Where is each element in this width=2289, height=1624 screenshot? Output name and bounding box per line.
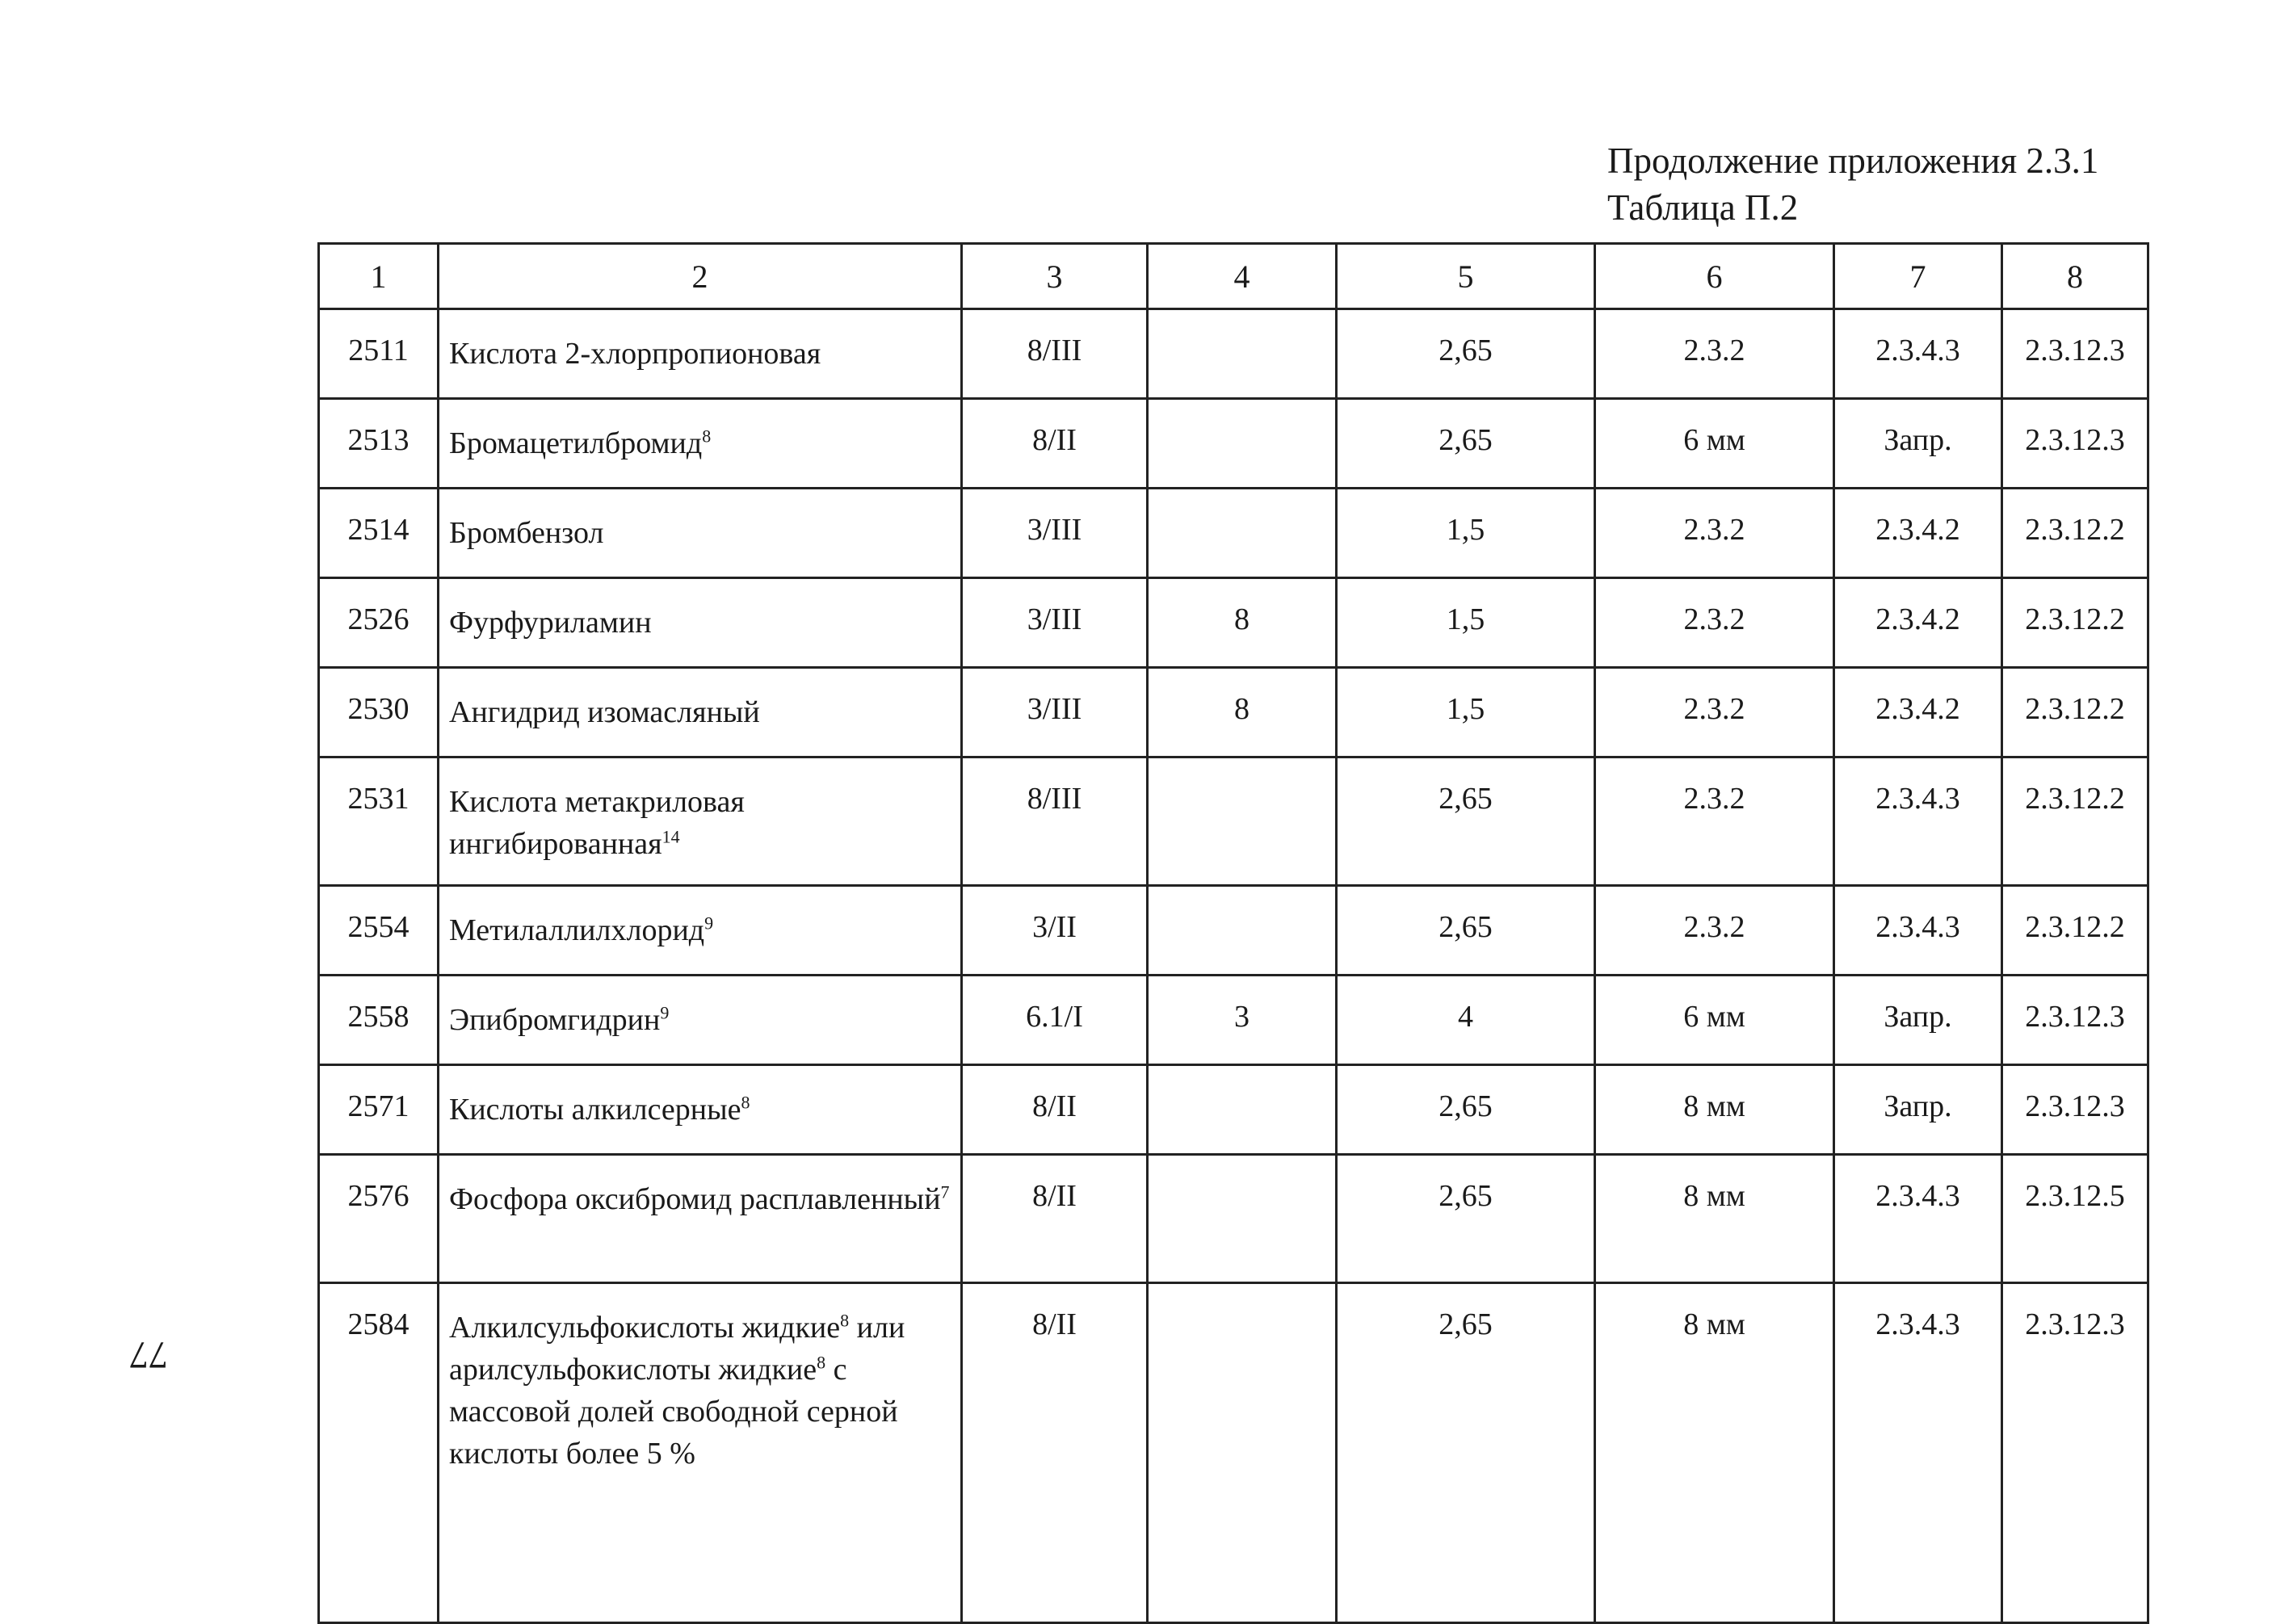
reference-cell: 2.3.12.2 [2002, 578, 2148, 668]
un-number: 2513 [319, 399, 439, 489]
footnote-mark: 8 [840, 1310, 850, 1331]
substance-name [439, 1065, 962, 1155]
substance-name-text: с массовой долей свободной серной кислоты более 5 % [449, 1353, 898, 1471]
value-cell: 1,5 [1337, 489, 1595, 578]
value-cell: 1,5 [1337, 578, 1595, 668]
reference-cell: 2.3.2 [1595, 309, 1834, 399]
un-number: 2514 [319, 489, 439, 578]
value-cell: 2,65 [1337, 757, 1595, 886]
reference-cell: 2.3.4.3 [1834, 1155, 2002, 1283]
reference-cell: 2.3.2 [1595, 578, 1834, 668]
substance-name-text: Бромацетилбромид [449, 426, 703, 460]
reference-cell: 2.3.4.3 [1834, 757, 2002, 886]
reference-cell: 2.3.4.3 [1834, 886, 2002, 976]
column-header: 3 [962, 244, 1148, 309]
substance-name [439, 1283, 962, 1623]
substance-name [439, 399, 962, 489]
un-number: 2530 [319, 668, 439, 757]
reference-cell: 2.3.12.3 [2002, 1065, 2148, 1155]
extra-hazard-cell [1148, 1283, 1337, 1623]
value-cell: 2,65 [1337, 1065, 1595, 1155]
class-cell: 8/II [962, 399, 1148, 489]
reference-cell: 2.3.12.2 [2002, 757, 2148, 886]
table-row [319, 1155, 2148, 1283]
substance-name [439, 757, 962, 886]
un-number: 2576 [319, 1155, 439, 1283]
class-cell: 8/II [962, 1155, 1148, 1283]
reference-cell: 8 мм [1595, 1065, 1834, 1155]
substance-name-text: Ангидрид изомасляный [449, 695, 760, 729]
reference-cell: 2.3.4.2 [1834, 578, 2002, 668]
substance-name-text: Фосфора оксибромид расплавленный [449, 1182, 941, 1216]
substance-name [439, 309, 962, 399]
column-header: 6 [1595, 244, 1834, 309]
reference-cell: 2.3.2 [1595, 886, 1834, 976]
value-cell: 2,65 [1337, 886, 1595, 976]
substance-name-text: Кислота 2-хлорпропионовая [449, 337, 821, 371]
page-number: 77 [129, 1333, 168, 1376]
extra-hazard-cell [1148, 399, 1337, 489]
column-header: 7 [1834, 244, 2002, 309]
reference-cell: 8 мм [1595, 1155, 1834, 1283]
table-row [319, 1065, 2148, 1155]
un-number: 2511 [319, 309, 439, 399]
reference-cell: 2.3.4.2 [1834, 489, 2002, 578]
reference-cell: 2.3.12.3 [2002, 1283, 2148, 1623]
reference-cell: 2.3.12.2 [2002, 489, 2148, 578]
table-header-row [319, 244, 2148, 309]
class-cell: 6.1/I [962, 976, 1148, 1065]
reference-cell: 2.3.4.3 [1834, 309, 2002, 399]
extra-hazard-cell: 8 [1148, 578, 1337, 668]
extra-hazard-cell [1148, 757, 1337, 886]
column-header: 5 [1337, 244, 1595, 309]
footnote-mark: 8 [702, 426, 712, 447]
class-cell: 3/III [962, 489, 1148, 578]
class-cell: 8/II [962, 1065, 1148, 1155]
value-cell: 4 [1337, 976, 1595, 1065]
class-cell: 3/II [962, 886, 1148, 976]
heading-table-number: Таблица П.2 [1607, 187, 1799, 228]
class-cell: 3/III [962, 668, 1148, 757]
substances-table [317, 242, 2149, 1624]
extra-hazard-cell: 3 [1148, 976, 1337, 1065]
substance-name [439, 489, 962, 578]
extra-hazard-cell [1148, 1065, 1337, 1155]
reference-cell: 2.3.12.3 [2002, 399, 2148, 489]
substance-name-text: Фурфуриламин [449, 606, 652, 640]
reference-cell: 2.3.2 [1595, 757, 1834, 886]
reference-cell: 2.3.2 [1595, 489, 1834, 578]
substance-name-text: Бромбензол [449, 516, 604, 550]
value-cell: 2,65 [1337, 399, 1595, 489]
substance-name-text: Кислоты алкилсерные [449, 1093, 741, 1127]
value-cell: 2,65 [1337, 1283, 1595, 1623]
class-cell: 8/II [962, 1283, 1148, 1623]
reference-cell: Запр. [1834, 1065, 2002, 1155]
un-number: 2558 [319, 976, 439, 1065]
footnote-mark: 9 [660, 1002, 670, 1023]
extra-hazard-cell [1148, 886, 1337, 976]
class-cell: 3/III [962, 578, 1148, 668]
substance-name [439, 976, 962, 1065]
table-row [319, 668, 2148, 757]
reference-cell: 6 мм [1595, 399, 1834, 489]
substance-name [439, 1155, 962, 1283]
table-row [319, 757, 2148, 886]
substance-name [439, 668, 962, 757]
reference-cell: 2.3.4.2 [1834, 668, 2002, 757]
class-cell: 8/III [962, 309, 1148, 399]
reference-cell: 2.3.4.3 [1834, 1283, 2002, 1623]
table-row [319, 886, 2148, 976]
reference-cell: 2.3.12.3 [2002, 976, 2148, 1065]
table-row [319, 976, 2148, 1065]
heading-continuation: Продолжение приложения 2.3.1 [1607, 141, 2099, 181]
un-number: 2571 [319, 1065, 439, 1155]
reference-cell: Запр. [1834, 399, 2002, 489]
extra-hazard-cell [1148, 489, 1337, 578]
table-row [319, 1283, 2148, 1623]
substance-name-text: Кислота метакриловая ингибированная [449, 785, 745, 861]
extra-hazard-cell: 8 [1148, 668, 1337, 757]
table-row [319, 309, 2148, 399]
reference-cell: 6 мм [1595, 976, 1834, 1065]
footnote-mark: 9 [704, 913, 714, 934]
reference-cell: 2.3.12.3 [2002, 309, 2148, 399]
column-header: 2 [439, 244, 962, 309]
footnote-mark: 7 [940, 1181, 950, 1202]
substance-name-text: Алкилсульфокислоты жидкие [449, 1311, 841, 1345]
un-number: 2531 [319, 757, 439, 886]
reference-cell: 2.3.12.5 [2002, 1155, 2148, 1283]
reference-cell: 2.3.2 [1595, 668, 1834, 757]
column-header: 4 [1148, 244, 1337, 309]
value-cell: 2,65 [1337, 309, 1595, 399]
footnote-mark: 14 [662, 826, 680, 847]
un-number: 2584 [319, 1283, 439, 1623]
reference-cell: Запр. [1834, 976, 2002, 1065]
column-header: 8 [2002, 244, 2148, 309]
footnote-mark: 8 [741, 1092, 750, 1113]
table-row [319, 399, 2148, 489]
column-header: 1 [319, 244, 439, 309]
table-row [319, 578, 2148, 668]
extra-hazard-cell [1148, 1155, 1337, 1283]
reference-cell: 2.3.12.2 [2002, 886, 2148, 976]
table-row [319, 489, 2148, 578]
extra-hazard-cell [1148, 309, 1337, 399]
substance-name-text: или арилсульфокислоты жидкие [449, 1311, 905, 1387]
substance-name-text: Эпибромгидрин [449, 1003, 661, 1037]
value-cell: 1,5 [1337, 668, 1595, 757]
reference-cell: 8 мм [1595, 1283, 1834, 1623]
value-cell: 2,65 [1337, 1155, 1595, 1283]
class-cell: 8/III [962, 757, 1148, 886]
un-number: 2526 [319, 578, 439, 668]
reference-cell: 2.3.12.2 [2002, 668, 2148, 757]
substance-name-text: Метилаллилхлорид [449, 913, 705, 947]
un-number: 2554 [319, 886, 439, 976]
substance-name [439, 886, 962, 976]
substance-name [439, 578, 962, 668]
table-heading [1607, 137, 2098, 231]
footnote-mark: 8 [817, 1352, 826, 1373]
